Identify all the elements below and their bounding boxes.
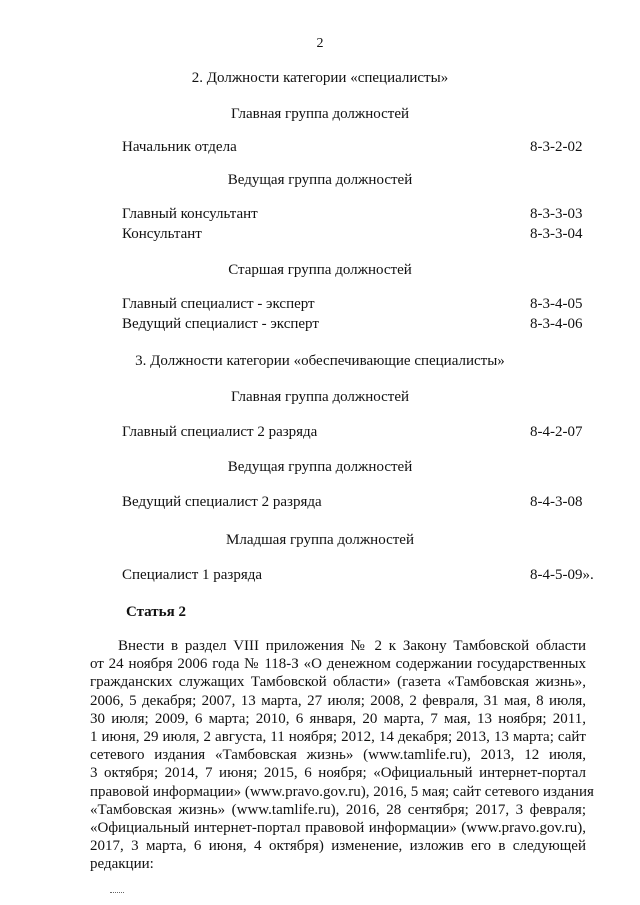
position-name: Консультант	[122, 226, 202, 242]
section-heading: 3. Должности категории «обеспечивающие специалисты»	[135, 353, 505, 369]
article-line: «Официальный интернет-портал правовой информации» (www.pravo.gov.ru),	[90, 820, 586, 837]
position-row	[122, 226, 584, 246]
position-row	[122, 316, 584, 336]
group-heading: Ведущая группа должностей	[227, 459, 413, 475]
article-line: от 24 ноября 2006 года № 118-З «О денежном содержании государственных	[90, 656, 586, 673]
group-heading: Главная группа должностей	[230, 106, 410, 122]
position-code: 8-4-2-07	[530, 424, 583, 440]
position-name: Ведущий специалист 2 разряда	[122, 494, 322, 510]
article-body	[90, 637, 594, 874]
group-heading: Младшая группа должностей	[226, 532, 414, 548]
article-line: «Тамбовская жизнь» (www.tamlife.ru), 2016, 28 сентября; 2017, 3 февраля;	[90, 801, 586, 818]
position-code: 8-3-3-03	[530, 206, 583, 222]
position-name: Ведущий специалист - эксперт	[122, 316, 319, 332]
section-heading: 2. Должности категории «специалисты»	[191, 70, 449, 86]
position-row	[122, 424, 584, 444]
position-code: 8-3-4-05	[530, 296, 583, 312]
position-row	[122, 296, 584, 316]
position-row	[122, 567, 594, 587]
position-code: 8-3-4-06	[530, 316, 583, 332]
position-name: Главный специалист 2 разряда	[122, 424, 318, 440]
article-line: правовой информации» (www.pravo.gov.ru), 2016, 5 мая; сайт сетевого издания	[90, 783, 594, 800]
article-line: 30 июля; 2009, 6 марта; 2010, 6 января, 20 марта, 7 мая, 13 ноября; 2011,	[90, 710, 586, 727]
position-code: 8-3-2-02	[530, 139, 583, 155]
article-title: Статья 2	[126, 604, 186, 620]
article-line: 3 октября; 2014, 7 июня; 2015, 6 ноября; «Официальный интернет-портал	[90, 765, 586, 782]
position-name: Главный консультант	[122, 206, 258, 222]
article-line: 1 июня, 29 июля, 2 августа, 11 ноября; 2012, 14 декабря; 2013, 13 марта; сайт	[90, 729, 586, 746]
group-heading: Ведущая группа должностей	[227, 172, 413, 188]
group-heading: Главная группа должностей	[230, 389, 410, 405]
article-line: 2017, 3 марта, 6 июня, 4 октября) изменение, изложив его в следующей	[90, 838, 586, 855]
position-row	[122, 494, 584, 514]
page-number: 2	[316, 36, 324, 51]
position-code: 8-4-5-09».	[530, 567, 594, 583]
group-heading: Старшая группа должностей	[228, 262, 412, 278]
position-row	[122, 139, 584, 159]
position-name: Начальник отдела	[122, 139, 237, 155]
article-line: Внести в раздел VIII приложения № 2 к Закону Тамбовской области	[118, 638, 586, 654]
position-code: 8-3-3-04	[530, 226, 583, 242]
article-line: 2006, 5 декабря; 2007, 13 марта, 27 июля; 2008, 2 февраля, 31 мая, 8 июля,	[90, 692, 586, 709]
article-line: гражданских служащих Тамбовской области» (газета «Тамбовская жизнь»,	[90, 674, 586, 691]
article-line: редакции:	[90, 856, 154, 873]
position-row	[122, 206, 584, 226]
margin-mark	[110, 892, 124, 894]
position-name: Главный специалист - эксперт	[122, 296, 315, 312]
position-name: Специалист 1 разряда	[122, 567, 263, 583]
article-line: сетевого издания «Тамбовская жизнь» (www.tamlife.ru), 2013, 12 июля,	[90, 747, 586, 764]
position-code: 8-4-3-08	[530, 494, 583, 510]
